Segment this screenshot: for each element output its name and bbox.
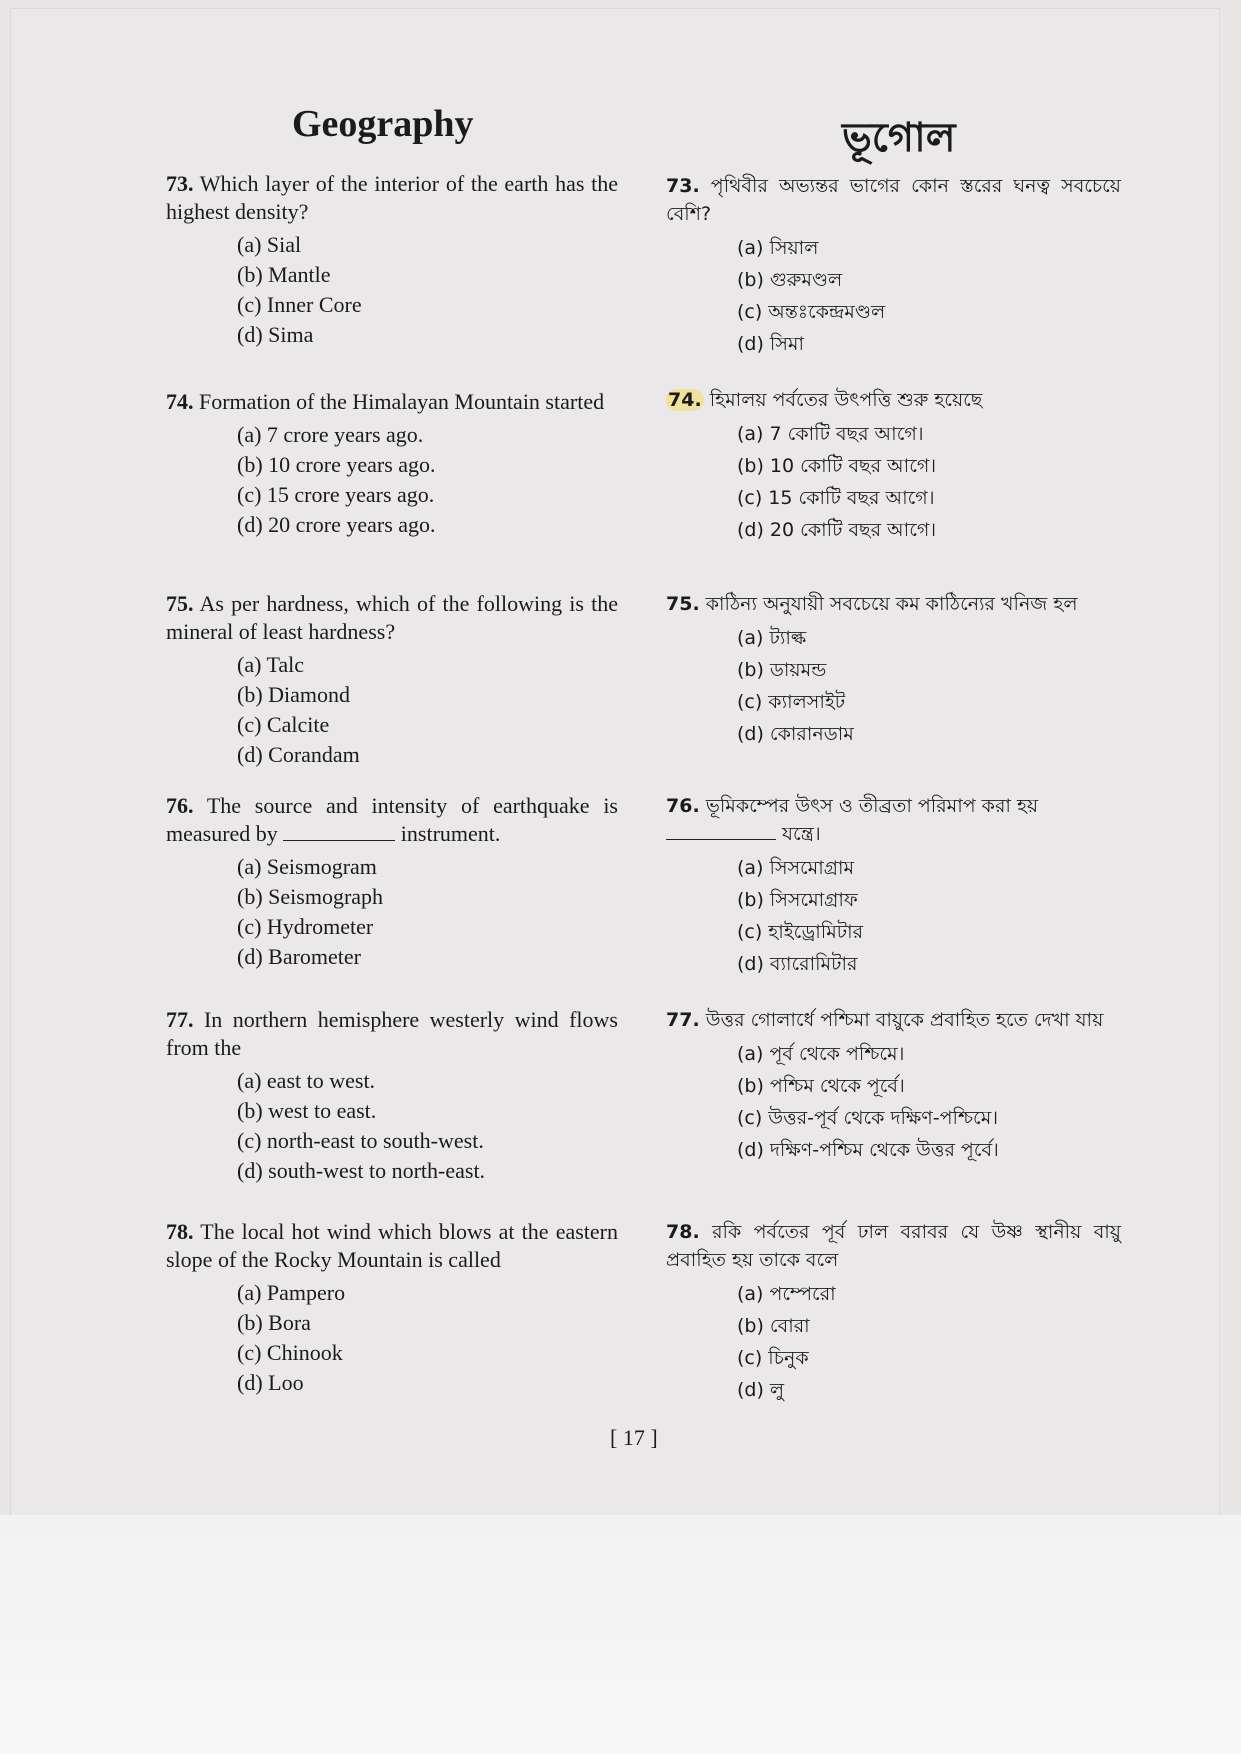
- option-c: (c) Chinook: [237, 1340, 343, 1365]
- option-d: (d) দক্ষিণ-পশ্চিম থেকে উত্তর পূর্বে।: [737, 1139, 999, 1161]
- option-b: (b) সিসমোগ্রাফ: [737, 889, 858, 911]
- option-a: (a) সিসমোগ্রাম: [737, 857, 855, 879]
- question-number: 73.: [666, 175, 700, 197]
- option-b: (b) বোরা: [737, 1315, 810, 1337]
- option-d: (d) লু: [737, 1379, 785, 1401]
- question-stem: Which layer of the interior of the earth has the highest density?: [166, 171, 618, 224]
- option-a: (a) পম্পেরো: [737, 1283, 836, 1305]
- option-c: (c) অন্তঃকেন্দ্রমণ্ডল: [737, 301, 886, 323]
- section-title-english: Geography: [292, 103, 474, 145]
- question-77-en: [166, 1006, 618, 1186]
- option-a: (a) ট্যাল্ক: [737, 627, 807, 649]
- option-d: (d) ব্যারোমিটার: [737, 953, 858, 975]
- option-d: (d) সিমা: [737, 333, 804, 355]
- option-c: (c) 15 কোটি বছর আগে।: [737, 487, 935, 509]
- question-number: 73.: [166, 171, 194, 196]
- question-75-en: [166, 590, 618, 770]
- option-list: [666, 852, 1121, 980]
- option-a: (a) 7 কোটি বছর আগে।: [737, 423, 924, 445]
- question-number: 76.: [666, 795, 700, 817]
- option-a: (a) পূর্ব থেকে পশ্চিমে।: [737, 1043, 905, 1065]
- question-stem: রকি পর্বতের পূর্ব ঢাল বরাবর যে উষ্ণ স্থানীয় বায়ু প্রবাহিত হয় তাকে বলে: [666, 1221, 1121, 1271]
- option-d: (d) Sima: [237, 322, 314, 347]
- option-b: (b) Diamond: [237, 682, 351, 707]
- question-stem: কাঠিন্য অনুযায়ী সবচেয়ে কম কাঠিন্যের খনিজ হল: [705, 593, 1078, 615]
- option-c: (c) north-east to south-west.: [237, 1128, 484, 1153]
- question-stem: The source and intensity of earthquake is measured by: [166, 793, 618, 846]
- question-number: 74.: [166, 389, 194, 414]
- question-stem: হিমালয় পর্বতের উৎপত্তি শুরু হয়েছে: [709, 389, 983, 411]
- question-73-bn: [666, 172, 1121, 360]
- option-b: (b) পশ্চিম থেকে পূর্বে।: [737, 1075, 905, 1097]
- question-73-en: [166, 170, 618, 350]
- option-list: [666, 232, 1121, 360]
- question-stem: উত্তর গোলার্ধে পশ্চিমা বায়ুকে প্রবাহিত হতে দেখা যায়: [705, 1009, 1104, 1031]
- option-list: [166, 230, 618, 350]
- fill-in-blank: [283, 822, 395, 841]
- question-stem: As per hardness, which of the following is the mineral of least hardness?: [166, 591, 618, 644]
- option-list: [166, 1066, 618, 1186]
- question-number: 78.: [666, 1221, 700, 1243]
- option-d: (d) Corandam: [237, 742, 360, 767]
- fill-in-blank: [666, 821, 776, 840]
- option-c: (c) উত্তর-পূর্ব থেকে দক্ষিণ-পশ্চিমে।: [737, 1107, 999, 1129]
- option-a: (a) 7 crore years ago.: [237, 422, 424, 447]
- option-list: [166, 650, 618, 770]
- question-78-en: [166, 1218, 618, 1398]
- option-c: (c) চিনুক: [737, 1347, 809, 1369]
- option-b: (b) Seismograph: [237, 884, 384, 909]
- question-76-bn: [666, 792, 1121, 980]
- question-stem-end: যন্ত্রে।: [782, 823, 821, 845]
- option-list: [666, 1278, 1121, 1406]
- question-74-bn: [666, 386, 1121, 546]
- question-number-highlighted: 74.: [668, 389, 702, 411]
- option-list: [666, 622, 1121, 750]
- option-a: (a) Talc: [237, 652, 305, 677]
- option-list: [166, 1278, 618, 1398]
- option-a: (a) Sial: [237, 232, 302, 257]
- question-stem-end: instrument.: [400, 821, 501, 846]
- option-d: (d) 20 কোটি বছর আগে।: [737, 519, 937, 541]
- option-b: (b) 10 crore years ago.: [237, 452, 436, 477]
- question-75-bn: [666, 590, 1121, 750]
- option-list: [666, 418, 1121, 546]
- option-b: (b) গুরুমণ্ডল: [737, 269, 843, 291]
- question-number: 75.: [666, 593, 700, 615]
- question-78-bn: [666, 1218, 1121, 1406]
- option-b: (b) Mantle: [237, 262, 331, 287]
- option-b: (b) 10 কোটি বছর আগে।: [737, 455, 937, 477]
- page-margin-bottom: [0, 1515, 1241, 1754]
- option-d: (d) কোরানডাম: [737, 723, 854, 745]
- option-d: (d) 20 crore years ago.: [237, 512, 436, 537]
- option-list: [166, 420, 618, 540]
- question-number: 75.: [166, 591, 194, 616]
- option-c: (c) Inner Core: [237, 292, 362, 317]
- option-c: (c) হাইড্রোমিটার: [737, 921, 864, 943]
- question-number: 77.: [666, 1009, 700, 1031]
- option-c: (c) 15 crore years ago.: [237, 482, 435, 507]
- question-number: 78.: [166, 1219, 194, 1244]
- option-a: (a) east to west.: [237, 1068, 376, 1093]
- option-a: (a) Pampero: [237, 1280, 346, 1305]
- option-a: (a) সিয়াল: [737, 237, 819, 259]
- option-d: (d) Barometer: [237, 944, 361, 969]
- option-list: [166, 852, 618, 972]
- question-stem: পৃথিবীর অভ্যন্তর ভাগের কোন স্তরের ঘনত্ব সবচেয়ে বেশি?: [666, 175, 1121, 225]
- option-d: (d) Loo: [237, 1370, 304, 1395]
- question-74-en: [166, 388, 618, 540]
- question-number: 77.: [166, 1007, 194, 1032]
- option-c: (c) Hydrometer: [237, 914, 374, 939]
- question-76-en: [166, 792, 618, 972]
- option-d: (d) south-west to north-east.: [237, 1158, 486, 1183]
- question-77-bn: [666, 1006, 1121, 1166]
- option-c: (c) ক্যালসাইট: [737, 691, 846, 713]
- question-stem: ভূমিকম্পের উৎস ও তীব্রতা পরিমাপ করা হয়: [705, 795, 1039, 817]
- section-title-bengali: ভূগোল: [842, 115, 956, 160]
- option-b: (b) west to east.: [237, 1098, 377, 1123]
- option-list: [666, 1038, 1121, 1166]
- option-b: (b) ডায়মন্ড: [737, 659, 827, 681]
- question-number: 76.: [166, 793, 194, 818]
- question-stem: The local hot wind which blows at the eastern slope of the Rocky Mountain is called: [166, 1219, 618, 1272]
- question-stem: In northern hemisphere westerly wind flows from the: [166, 1007, 618, 1060]
- option-b: (b) Bora: [237, 1310, 311, 1335]
- option-a: (a) Seismogram: [237, 854, 377, 879]
- option-c: (c) Calcite: [237, 712, 330, 737]
- page-number: [ 17 ]: [610, 1425, 658, 1450]
- question-stem: Formation of the Himalayan Mountain started: [199, 389, 605, 414]
